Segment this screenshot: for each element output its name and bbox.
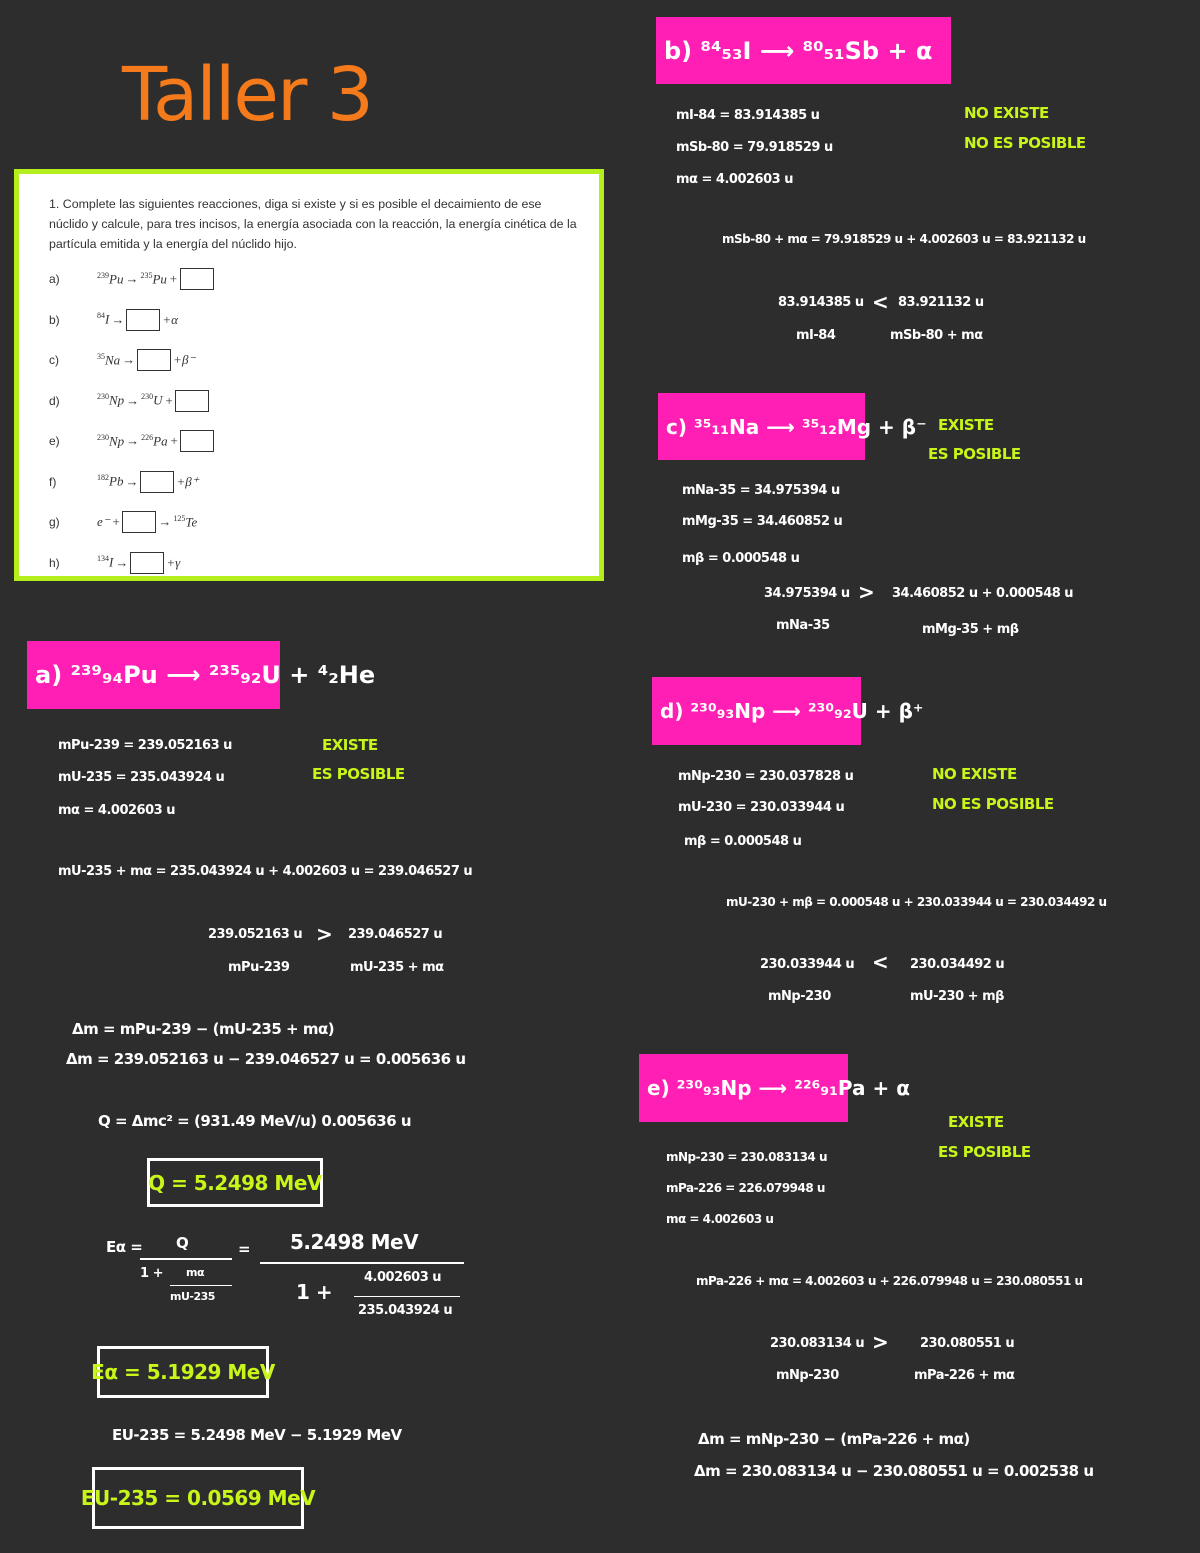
b-compare-left-label: mI-84	[796, 328, 836, 343]
answer-blank-box	[126, 309, 160, 331]
problem-item-label: h)	[49, 555, 60, 570]
problem-item	[49, 347, 195, 373]
answer-blank-box	[130, 552, 164, 574]
problem-item-label: a)	[49, 272, 60, 286]
a-ek-result: Eα = 5.1929 MeV	[91, 1360, 275, 1384]
problem-item-label: d)	[49, 393, 60, 408]
a-ek-lhs: Eα =	[106, 1238, 143, 1256]
e-mass-sum: mPa-226 + mα = 4.002603 u + 226.079948 u = 230.080551 u	[696, 1274, 1083, 1288]
element-symbol: Np	[109, 433, 125, 449]
section-d-reaction: d) ²³⁰₉₃Np ⟶ ²³⁰₉₂U + β⁺	[660, 699, 924, 723]
a-ek-den2-line	[354, 1296, 460, 1297]
page-title: Taller 3	[122, 52, 372, 138]
a-compare-left: 239.052163 u	[208, 927, 303, 942]
equation-operator: +γ	[166, 554, 181, 570]
b-status-exists: NO EXISTE	[964, 104, 1049, 122]
problem-item	[49, 307, 178, 333]
c-compare-left: 34.975394 u	[764, 586, 850, 601]
c-status-exists: EXISTE	[938, 416, 994, 434]
b-compare-op: <	[872, 290, 889, 314]
d-mass-2: mU-230 = 230.033944 u	[678, 800, 845, 815]
equation-operator: +	[169, 433, 179, 448]
equation-operator: →	[125, 271, 139, 286]
e-mass-1: mNp-230 = 230.083134 u	[666, 1150, 828, 1164]
element-symbol: I	[105, 311, 110, 327]
e-mass-2: mPa-226 = 226.079948 u	[666, 1181, 825, 1195]
a-ek-den2: 1 +	[296, 1280, 333, 1304]
e-compare-left-label: mNp-230	[776, 1368, 839, 1383]
equation-operator: +	[168, 271, 178, 286]
element-symbol: Pu	[109, 271, 124, 287]
problem-card	[14, 169, 604, 581]
equation-operator: +β⁺	[176, 473, 199, 489]
a-compare-right: 239.046527 u	[348, 927, 443, 942]
answer-blank-box	[122, 511, 156, 533]
equation-operator: →	[115, 554, 129, 570]
nuclide	[141, 433, 167, 449]
equation-operator: +β⁻	[173, 352, 196, 367]
a-ek-fraction-line-2	[260, 1262, 464, 1264]
element-symbol: Pb	[109, 473, 124, 489]
problem-item-label: g)	[49, 515, 60, 529]
e-status-possible: ES POSIBLE	[938, 1143, 1031, 1161]
section-c-reaction: c) ³⁵₁₁Na ⟶ ³⁵₁₂Mg + β⁻	[666, 414, 927, 439]
mass-number: 235	[140, 270, 153, 280]
nuclide	[141, 392, 162, 408]
mass-number: 84	[97, 311, 105, 321]
problem-item-equation	[97, 511, 197, 533]
e-compare-right: 230.080551 u	[920, 1336, 1015, 1351]
a-q-result-box	[147, 1158, 323, 1207]
e-compare-right-label: mPa-226 + mα	[914, 1368, 1015, 1383]
problem-item	[49, 388, 209, 414]
mass-number: 226	[141, 432, 154, 442]
equation-operator: +α	[162, 311, 178, 327]
section-d-header	[652, 677, 924, 745]
a-ek-num: Q	[176, 1234, 189, 1252]
mass-number: 134	[97, 554, 109, 564]
d-status-possible: NO ES POSIBLE	[932, 795, 1054, 813]
problem-item-equation	[97, 309, 178, 331]
a-ek-den-frac-num: mα	[186, 1266, 205, 1279]
a-ek-result-box	[91, 1346, 275, 1398]
a-ek-den2-den: 235.043924 u	[358, 1303, 453, 1318]
problem-item	[49, 469, 199, 495]
element-symbol: Pa	[153, 433, 168, 449]
a-ek-den: 1 +	[140, 1266, 163, 1281]
mass-number: 230	[97, 432, 109, 442]
nuclide	[97, 271, 123, 287]
problem-item-equation	[97, 430, 214, 452]
problem-item-label: c)	[49, 353, 59, 367]
e-compare-op: >	[872, 1330, 889, 1354]
e-status-exists: EXISTE	[948, 1113, 1004, 1131]
problem-item-equation	[97, 268, 214, 290]
a-ek-den-frac-den: mU-235	[170, 1290, 215, 1303]
section-b-reaction: b) ⁸⁴₅₃I ⟶ ⁸⁰₅₁Sb + α	[664, 36, 933, 65]
d-mass-sum: mU-230 + mβ = 0.000548 u + 230.033944 u = 230.034492 u	[726, 895, 1107, 909]
c-compare-op: >	[858, 580, 875, 604]
b-status-possible: NO ES POSIBLE	[964, 134, 1086, 152]
d-compare-right-label: mU-230 + mβ	[910, 989, 1004, 1004]
a-compare-op: >	[316, 922, 333, 946]
a-q-formula: Q = Δmc² = (931.49 MeV/u) 0.005636 u	[98, 1112, 412, 1130]
b-compare-left: 83.914385 u	[778, 295, 864, 310]
problem-item	[49, 550, 180, 576]
a-delta-m-formula: Δm = mPu-239 − (mU-235 + mα)	[72, 1020, 335, 1038]
equation-operator: +	[164, 392, 174, 408]
d-status-exists: NO EXISTE	[932, 765, 1017, 783]
a-mass-sum: mU-235 + mα = 235.043924 u + 4.002603 u = 239.046527 u	[58, 864, 473, 879]
problem-item-label: f)	[49, 474, 57, 489]
d-mass-1: mNp-230 = 230.037828 u	[678, 769, 854, 784]
mass-number: 239	[97, 270, 109, 280]
section-c-header	[658, 393, 927, 460]
equation-operator: →	[111, 311, 125, 327]
nuclide	[97, 392, 124, 408]
nuclide	[97, 311, 109, 327]
a-q-result: Q = 5.2498 MeV	[148, 1170, 322, 1195]
problem-item-equation	[97, 471, 199, 493]
section-a-reaction: a) ²³⁹₉₄Pu ⟶ ²³⁵₉₂U + ⁴₂He	[35, 661, 376, 689]
element-symbol: Pu	[152, 271, 167, 287]
problem-item-equation	[97, 390, 209, 412]
d-compare-right: 230.034492 u	[910, 957, 1005, 972]
b-compare-right: 83.921132 u	[898, 295, 984, 310]
d-compare-left-label: mNp-230	[768, 989, 831, 1004]
a-ek-den-frac-line	[170, 1285, 232, 1286]
section-b-header	[656, 17, 951, 84]
mass-number: 230	[141, 392, 154, 402]
c-mass-2: mMg-35 = 34.460852 u	[682, 514, 843, 529]
e-compare-left: 230.083134 u	[770, 1336, 865, 1351]
a-compare-left-label: mPu-239	[228, 960, 290, 975]
mass-number: 230	[97, 392, 109, 402]
element-symbol: I	[109, 554, 114, 570]
b-mass-sum: mSb-80 + mα = 79.918529 u + 4.002603 u = 83.921132 u	[722, 232, 1086, 246]
nuclide	[97, 514, 110, 530]
problem-item-equation	[97, 349, 195, 371]
c-compare-right: 34.460852 u + 0.000548 u	[892, 586, 1074, 601]
a-delta-m-value: Δm = 239.052163 u − 239.046527 u = 0.005636 u	[66, 1050, 466, 1068]
c-mass-1: mNa-35 = 34.975394 u	[682, 483, 840, 498]
problem-item-label: b)	[49, 312, 60, 327]
d-compare-left: 230.033944 u	[760, 957, 855, 972]
nuclide	[97, 433, 124, 449]
a-compare-right-label: mU-235 + mα	[350, 960, 444, 975]
element-symbol: e⁻	[97, 514, 110, 529]
d-compare-op: <	[872, 950, 889, 974]
element-symbol: Np	[109, 392, 125, 408]
a-eu-result-box	[80, 1467, 316, 1529]
answer-blank-box	[180, 430, 214, 452]
a-ek-den2-num: 4.002603 u	[364, 1270, 442, 1285]
section-a-header	[27, 641, 376, 709]
e-delta-m-formula: Δm = mNp-230 − (mPa-226 + mα)	[698, 1430, 970, 1448]
nuclide	[173, 514, 197, 530]
a-mass-2: mU-235 = 235.043924 u	[58, 770, 225, 785]
a-mass-1: mPu-239 = 239.052163 u	[58, 738, 232, 753]
equation-operator: +	[111, 514, 121, 529]
equation-operator: →	[125, 473, 139, 489]
problem-item	[49, 266, 214, 292]
mass-number: 35	[97, 351, 105, 361]
nuclide	[140, 271, 166, 287]
problem-prompt: 1. Complete las siguientes reacciones, diga si existe y si es posible el decaimiento de ese núclido y calcule, para tres incisos, la energía asociada con la reacción, la energía cinética de la partícula emitida y la energía del núclido hijo.	[49, 197, 577, 251]
b-compare-right-label: mSb-80 + mα	[890, 328, 983, 343]
problem-item-equation	[97, 552, 180, 574]
a-status-possible: ES POSIBLE	[312, 765, 405, 783]
c-status-possible: ES POSIBLE	[928, 445, 1021, 463]
section-e-header	[639, 1054, 910, 1122]
d-mass-3: mβ = 0.000548 u	[684, 834, 802, 849]
problem-item	[49, 428, 214, 454]
equation-operator: →	[122, 352, 136, 367]
answer-blank-box	[140, 471, 174, 493]
a-status-exists: EXISTE	[322, 736, 378, 754]
mass-number: 182	[97, 473, 109, 483]
a-mass-3: mα = 4.002603 u	[58, 803, 175, 818]
c-mass-3: mβ = 0.000548 u	[682, 551, 800, 566]
b-mass-2: mSb-80 = 79.918529 u	[676, 140, 833, 155]
answer-blank-box	[175, 390, 209, 412]
a-ek-num2: 5.2498 MeV	[290, 1230, 419, 1254]
e-mass-3: mα = 4.002603 u	[666, 1212, 774, 1226]
element-symbol: U	[153, 392, 163, 408]
mass-number: 125	[173, 513, 186, 523]
nuclide	[97, 473, 123, 489]
equation-operator: →	[126, 433, 140, 448]
element-symbol: Te	[185, 514, 198, 530]
equation-operator: →	[126, 392, 140, 408]
a-eu-result: EU-235 = 0.0569 MeV	[80, 1486, 316, 1510]
c-compare-left-label: mNa-35	[776, 618, 830, 633]
section-e-reaction: e) ²³⁰₉₃Np ⟶ ²²⁶₉₁Pa + α	[647, 1076, 910, 1100]
b-mass-1: mI-84 = 83.914385 u	[676, 108, 820, 123]
b-mass-3: mα = 4.002603 u	[676, 172, 793, 187]
equation-operator: →	[158, 514, 172, 529]
problem-item	[49, 509, 197, 535]
element-symbol: Na	[105, 352, 121, 368]
a-eu-formula: EU-235 = 5.2498 MeV − 5.1929 MeV	[112, 1426, 402, 1444]
a-ek-fraction-line	[140, 1258, 232, 1260]
c-compare-right-label: mMg-35 + mβ	[922, 622, 1019, 637]
problem-item-label: e)	[49, 434, 60, 448]
a-ek-equals: =	[238, 1240, 251, 1258]
nuclide	[97, 352, 120, 368]
answer-blank-box	[137, 349, 171, 371]
nuclide	[97, 554, 113, 570]
answer-blank-box	[180, 268, 214, 290]
e-delta-m-value: Δm = 230.083134 u − 230.080551 u = 0.002538 u	[694, 1462, 1094, 1480]
